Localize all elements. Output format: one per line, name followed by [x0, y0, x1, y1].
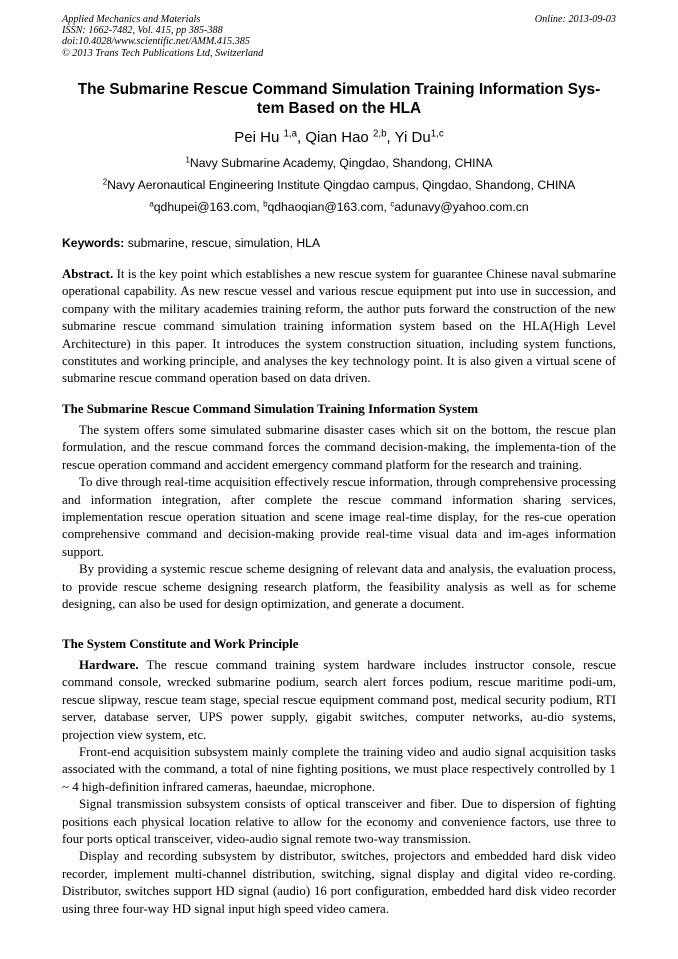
email-mark: b — [263, 199, 268, 209]
keywords-list: submarine, rescue, simulation, HLA — [124, 236, 321, 250]
journal-name: Applied Mechanics and Materials — [62, 14, 201, 25]
title-line-2: tem Based on the HLA — [256, 100, 422, 117]
email-mark: a — [149, 199, 154, 209]
affiliation-2 — [62, 178, 616, 193]
email-link[interactable]: qdhupei@163.com — [153, 200, 257, 214]
affiliation-text: Navy Submarine Academy, Qingdao, Shandong, CHINA — [189, 156, 493, 170]
paper-title — [62, 80, 616, 118]
email-link[interactable]: qdhaoqian@163.com — [267, 200, 384, 214]
email-link[interactable]: adunavy@yahoo.com.cn — [394, 200, 529, 214]
paragraph-lead: Hardware. — [79, 658, 139, 672]
paragraph — [62, 657, 616, 744]
keywords-label: Keywords: — [62, 236, 125, 250]
abstract-label: Abstract. — [62, 267, 114, 281]
section-2 — [62, 636, 616, 918]
affiliation-1 — [62, 156, 616, 171]
doi-link[interactable]: doi:10.4028/www.scientific.net/AMM.415.385 — [62, 36, 250, 48]
author-list — [62, 129, 616, 147]
issn-info: ISSN: 1662-7482, Vol. 415, pp 385-388 — [62, 25, 223, 37]
section-1 — [62, 401, 616, 613]
author-affiliation-mark: 1,a — [283, 128, 298, 140]
section-heading: The Submarine Rescue Command Simulation Training Information System — [62, 402, 478, 416]
paragraph: The system offers some simulated submarine disaster cases which sit on the bottom, the rescue plan formulation, and the rescue command forces the command decision-making, the implementa-tion of the rescue operation command and accident emergency command platform for the research and training. — [62, 423, 616, 472]
author-name: Qian Hao — [305, 129, 373, 146]
author-name: Yi Du — [394, 129, 431, 146]
title-line-1: The Submarine Rescue Command Simulation Training Information Sys- — [77, 81, 601, 98]
paragraph: Signal transmission subsystem consists of optical transceiver and fiber. Due to dispersion of fighting positions each physical location relative to allow for the economy and convenience factors, use three to four ports optical transceiver, video-audio signal remote two-way transmission. — [62, 797, 616, 847]
author-separator: , — [386, 129, 395, 146]
section-heading: The System Constitute and Work Principle — [62, 637, 299, 651]
affiliation-mark: 2 — [102, 177, 108, 187]
abstract-text: It is the key point which establishes a new rescue system for guarantee Chinese naval submarine operational capability. As new rescue vessel and various rescue equipment put into use in succession, and company with the military academies training reform, the author puts forward the construction of the new submarine rescue command simulation training information system based on the HLA(High Level Architecture) in this paper. It introduces the system construction situation, including system functions, constitutes and working principle, and analyses the key technology point. It is also given a virtual scene of submarine rescue command operation based on data driven. — [62, 267, 616, 386]
affiliation-text: Navy Aeronautical Engineering Institute Qingdao campus, Qingdao, Shandong, CHINA — [107, 178, 576, 192]
paragraph-text: The rescue command training system hardware includes instructor console, rescue command console, wrecked submarine podium, search alert forces podium, rescue maritime podi-um, rescue slipway, rescue team stage, special rescue equipment command post, medical security podium, RTI server, database server, UPS power supply, gigabit switches, computer networks, au-dio systems, projection view system, etc. — [62, 658, 616, 742]
abstract — [62, 266, 616, 388]
affiliation-mark: 1 — [185, 155, 190, 165]
paragraph: By providing a systemic rescue scheme designing of relevant data and analysis, the evaluation process, to provide rescue scheme designing research platform, the feasibility analysis as well as for scheme designing, can also be used for design optimization, and generate a document. — [62, 562, 616, 612]
paragraph: Front-end acquisition subsystem mainly complete the training video and audio signal acquisition tasks associated with the command, a total of nine fighting positions, we must place respectively controlled by 1 ~ 4 high-definition infrared cameras, haeundae, microphone. — [62, 745, 616, 794]
author-affiliation-mark: 2,b — [372, 128, 387, 140]
author-emails: $^a$qdhupei@163.com, $^b$qdhaoqian@163.com, $^c$adunavy@yahoo.com.cn — [149, 199, 529, 214]
copyright-notice: © 2013 Trans Tech Publications Ltd, Switzerland — [62, 47, 264, 59]
author-affiliation-mark: 1,c — [430, 128, 444, 140]
keywords — [62, 236, 616, 251]
journal-header — [62, 14, 616, 59]
online-date: Online: 2013-09-03 — [534, 14, 616, 25]
author-separator: , — [297, 129, 306, 146]
paragraph: To dive through real-time acquisition effectively rescue information, through comprehensive processing and information integration, after complete the rescue command information sharing services, implementation rescue operation situation and scene image real-time display, for the res-cue operation comprehensive command and decision-making provide real-time visual data and im-ages information support. — [62, 475, 616, 559]
author-name: Pei Hu — [234, 129, 284, 146]
email-mark: c — [390, 199, 395, 209]
paragraph: Display and recording subsystem by distributor, switches, projectors and embedded hard disk video recorder, implement multi-channel distribution, switching, signal display and digital video re-cording. Distributor, switches support HD signal (audio) 16 port configuration, embedded hard disk video recorder using three four-way HD signal input high speed video camera. — [62, 849, 616, 916]
